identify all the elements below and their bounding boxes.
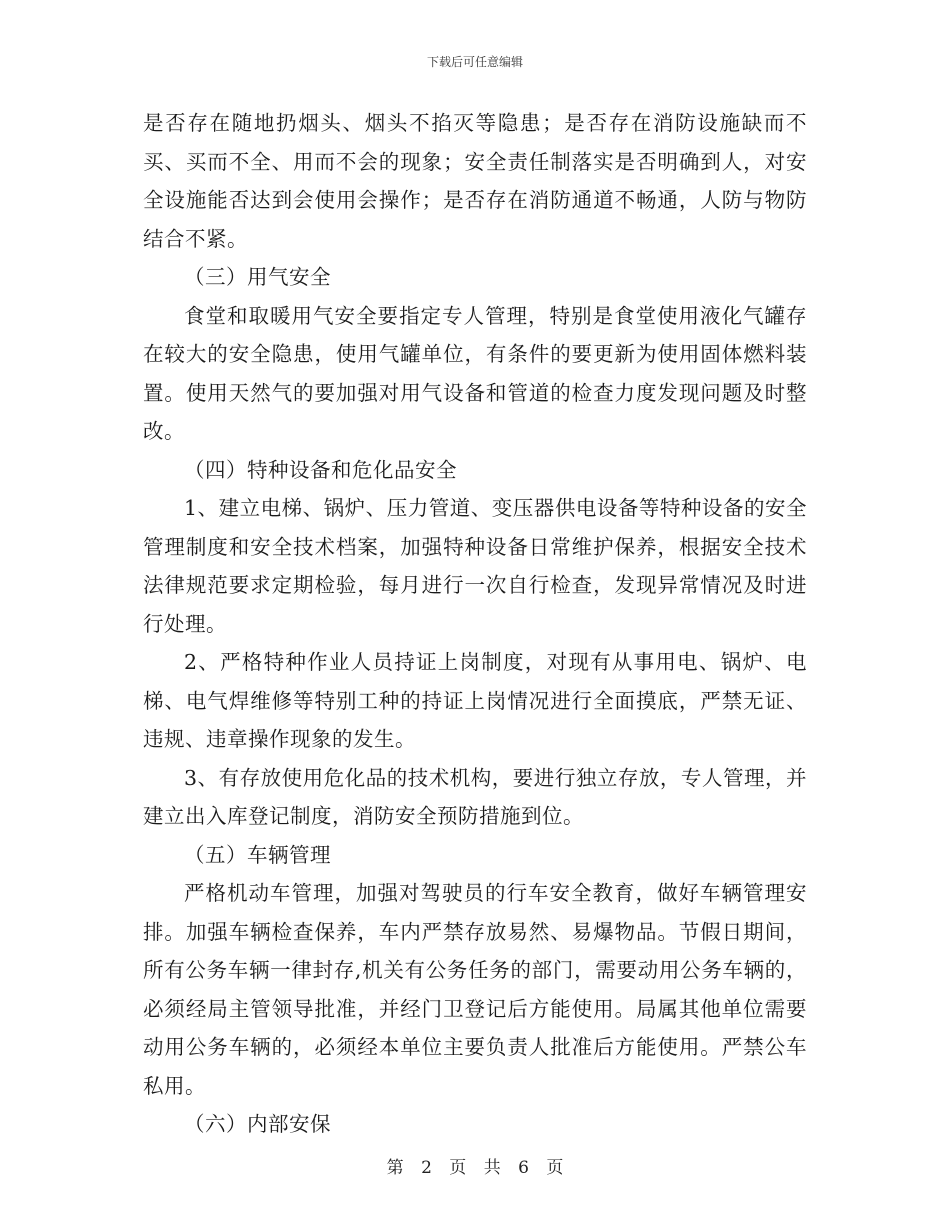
footer-prefix: 第 [386,1158,404,1178]
page-footer [0,1153,950,1178]
footer-total-word: 共 [483,1158,501,1178]
footer-total-pages: 6 [518,1158,529,1178]
section-heading-internal-security: （六）内部安保 [184,1112,331,1136]
paragraph-special-equipment-2: 2、严格特种作业人员持证上岗制度，对现有从事用电、锅炉、电梯、电气焊维修等特别工种的持证上岗情况进行全面摸底，严禁无证、违规、违章操作现象的发生。 [143,650,807,751]
paragraph-fire-hazards: 是否存在随地扔烟头、烟头不掐灭等隐患；是否存在消防设施缺而不买、买而不全、用而不会的现象；安全责任制落实是否明确到人，对安全设施能否达到会使用会操作；是否存在消防通道不畅通，人防与物防结合不紧。 [143,111,807,251]
paragraph-vehicle-management: 严格机动车管理，加强对驾驶员的行车安全教育，做好车辆管理安排。加强车辆检查保养，车内严禁存放易然、易爆物品。节假日期间，所有公务车辆一律封存,机关有公务任务的部门，需要动用公务车辆的，必须经局主管领导批准，并经门卫登记后方能使用。局属其他单位需要动用公务车辆的，必须经本单位主要负责人批准后方能使用。严禁公车私用。 [143,881,807,1098]
footer-current-page: 2 [421,1158,432,1178]
paragraph-gas-safety: 食堂和取暖用气安全要指定专人管理，特别是食堂使用液化气罐存在较大的安全隐患，使用气罐单位，有条件的要更新为使用固体燃料装置。使用天然气的要加强对用气设备和管道的检查力度发现问题及时整改。 [143,303,807,443]
document-body [143,104,807,1144]
page-header-note: 下载后可任意编辑 [426,55,523,69]
section-heading-vehicle-management: （五）车辆管理 [184,842,331,867]
footer-suffix: 页 [546,1158,564,1178]
section-heading-special-equipment: （四）特种设备和危化品安全 [184,457,457,482]
paragraph-special-equipment-1: 1、建立电梯、锅炉、压力管道、变压器供电设备等特种设备的安全管理制度和安全技术档案，加强特种设备日常维护保养，根据安全技术法律规范要求定期检验，每月进行一次自行检查，发现异常情况及时进行处理。 [143,496,807,636]
footer-page-word: 页 [449,1158,467,1178]
section-heading-gas-safety: （三）用气安全 [184,265,331,289]
paragraph-special-equipment-3: 3、有存放使用危化品的技术机构，要进行独立存放，专人管理，并建立出入库登记制度，消防安全预防措施到位。 [143,765,807,828]
